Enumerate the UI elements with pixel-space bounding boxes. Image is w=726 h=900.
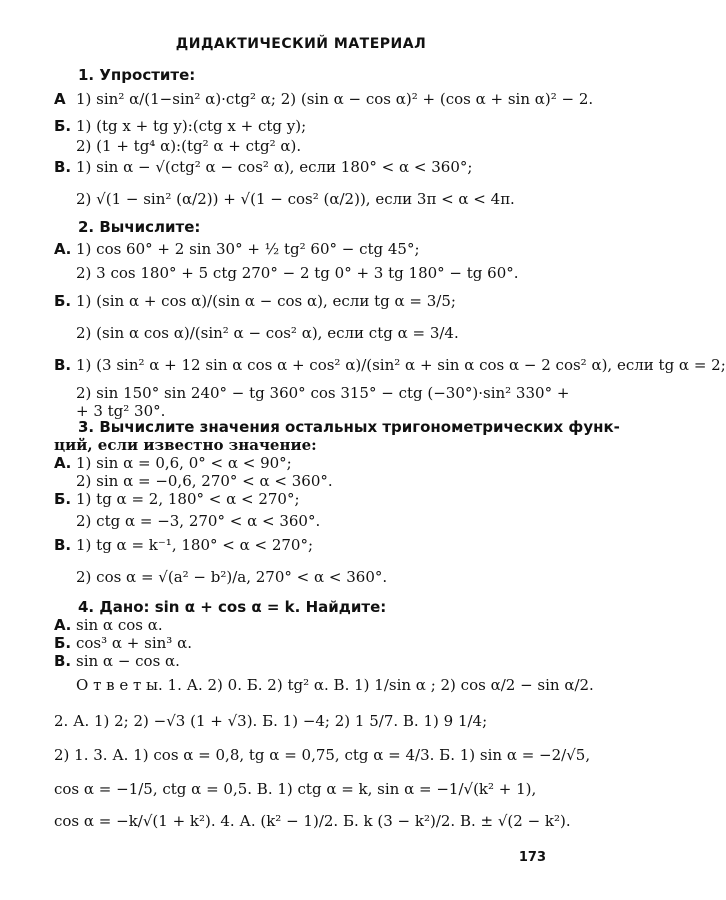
exercise-text: cos³ α + sin³ α. <box>76 634 192 652</box>
variant-label: Б. <box>54 634 72 652</box>
variant-label: А. <box>54 454 72 472</box>
exercise-line <box>54 90 593 108</box>
exercise-heading: 2. Вычислите: <box>78 218 201 236</box>
exercise-line <box>54 264 519 282</box>
exercise-text: + 3 tg² 30°. <box>76 402 166 420</box>
exercise-line <box>78 66 195 84</box>
exercise-text: 1) sin² α/(1−sin² α)·ctg² α; 2) (sin α − cos α)² + (cos α + sin α)² − 2. <box>76 90 594 108</box>
answer-line: 2) 1. 3. А. 1) cos α = 0,8, tg α = 0,75, ctg α = 4/3. Б. 1) sin α = −2/√5, <box>54 746 591 764</box>
exercise-line <box>54 454 292 472</box>
exercise-text: 1) tg α = 2, 180° < α < 270°; <box>76 490 300 508</box>
exercise-text: 1) cos 60° + 2 sin 30° + ½ tg² 60° − ctg 45°; <box>76 240 420 258</box>
exercise-line <box>54 117 306 135</box>
variant-label: Б. <box>54 117 72 135</box>
exercise-line <box>54 190 515 208</box>
exercise-text: 2) cos α = √(a² − b²)/a, 270° < α < 360°. <box>76 568 388 586</box>
variant-label: В. <box>54 652 72 670</box>
exercise-text: 2) 3 cos 180° + 5 ctg 270° − 2 tg 0° + 3 tg 180° − tg 60°. <box>76 264 519 282</box>
variant-label: А. <box>54 240 72 258</box>
exercise-text: 1) sin α = 0,6, 0° < α < 90°; <box>76 454 292 472</box>
exercise-text: 1) (sin α + cos α)/(sin α − cos α), если tg α = 3/5; <box>76 292 456 310</box>
exercise-line <box>78 218 200 236</box>
exercise-line <box>78 418 620 436</box>
answer-line: О т в е т ы. 1. А. 2) 0. Б. 2) tg² α. В. 1) 1/sin α ; 2) cos α/2 − sin α/2. <box>76 676 594 694</box>
exercise-text: 2) sin 150° sin 240° − tg 360° cos 315° − ctg (−30°)·sin² 330° + <box>76 384 570 402</box>
exercise-line <box>54 324 459 342</box>
exercise-line <box>54 652 180 670</box>
answer-line: cos α = −k/√(1 + k²). 4. А. (k² − 1)/2. Б. k (3 − k²)/2. В. ± √(2 − k²). <box>54 812 571 830</box>
page-title: ДИДАКТИЧЕСКИЙ МАТЕРИАЛ <box>175 36 427 52</box>
exercise-text: 2) ctg α = −3, 270° < α < 360°. <box>76 512 321 530</box>
exercise-text: 2) (1 + tg⁴ α):(tg² α + ctg² α). <box>76 137 302 155</box>
exercise-line <box>54 240 420 258</box>
exercise-line <box>54 536 313 554</box>
variant-label: Б. <box>54 490 72 508</box>
exercise-line <box>54 634 192 652</box>
exercise-line <box>54 616 163 634</box>
exercise-line <box>54 490 300 508</box>
exercise-line <box>54 512 320 530</box>
exercise-line <box>54 436 317 454</box>
exercise-text: 2) √(1 − sin² (α/2)) + √(1 − cos² (α/2)), если 3π < α < 4π. <box>76 190 515 208</box>
variant-label: А <box>54 90 66 108</box>
exercise-line <box>54 292 456 310</box>
exercise-line <box>54 356 726 374</box>
exercise-heading: 4. Дано: sin α + cos α = k. Найдите: <box>78 598 387 616</box>
exercise-line <box>54 384 569 402</box>
exercise-line <box>54 568 387 586</box>
exercise-text: 1) tg α = k⁻¹, 180° < α < 270°; <box>76 536 314 554</box>
exercise-heading: 1. Упростите: <box>78 66 196 84</box>
exercise-line <box>54 158 472 176</box>
exercise-line <box>54 137 301 155</box>
answer-line: cos α = −1/5, ctg α = 0,5. В. 1) ctg α = k, sin α = −1/√(k² + 1), <box>54 780 537 798</box>
page-number: 173 <box>518 850 546 865</box>
variant-label: Б. <box>54 292 72 310</box>
exercise-text: 3. Вычислите значения остальных тригонометрических функ- <box>78 418 620 436</box>
exercise-text: 2) sin α = −0,6, 270° < α < 360°. <box>76 472 333 490</box>
exercise-text: 2) (sin α cos α)/(sin² α − cos² α), если ctg α = 3/4. <box>76 324 459 342</box>
variant-label: В. <box>54 356 72 374</box>
exercise-text: 1) (tg x + tg y):(ctg x + ctg y); <box>76 117 307 135</box>
exercise-text: 1) (3 sin² α + 12 sin α cos α + cos² α)/(sin² α + sin α cos α − 2 cos² α), если tg α = 2; <box>76 356 726 374</box>
exercise-line <box>78 598 386 616</box>
exercise-text: sin α − cos α. <box>76 652 180 670</box>
variant-label: В. <box>54 158 72 176</box>
answer-line: 2. А. 1) 2; 2) −√3 (1 + √3). Б. 1) −4; 2) 1 5/7. В. 1) 9 1/4; <box>54 712 488 730</box>
variant-label: А. <box>54 616 72 634</box>
exercise-text: ций, если известно значение: <box>54 436 317 454</box>
exercise-line <box>54 472 333 490</box>
exercise-text: 1) sin α − √(ctg² α − cos² α), если 180° < α < 360°; <box>76 158 473 176</box>
exercise-text: sin α cos α. <box>76 616 163 634</box>
variant-label: В. <box>54 536 72 554</box>
